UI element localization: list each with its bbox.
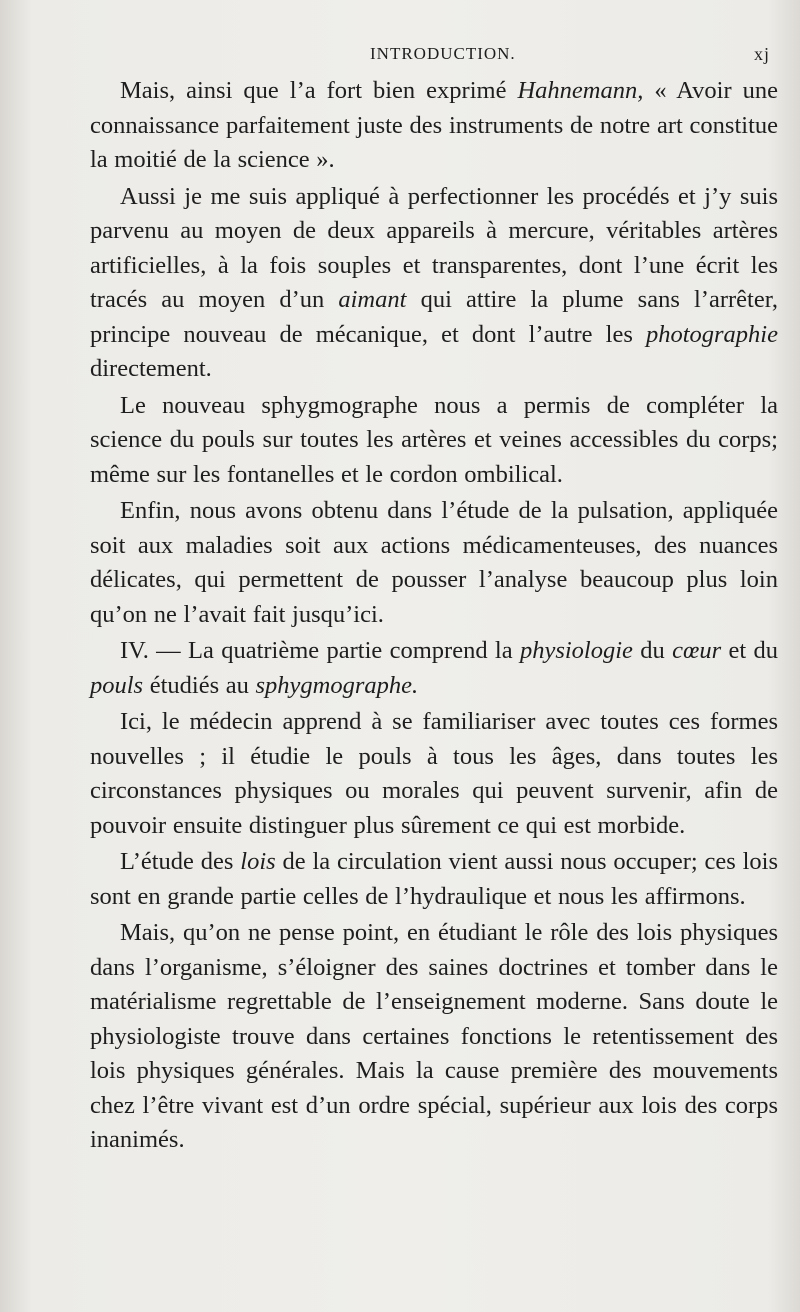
text-run: Le nouveau sphygmographe nous a permis de compléter la science du pouls sur toutes les artères et veines accessibles du corps; même sur les fontanelles et le cordon ombilical. (90, 391, 778, 488)
paragraph (90, 494, 778, 632)
paragraph (90, 180, 778, 387)
italic-text: Hahnemann, (517, 77, 644, 104)
text-run: directement. (90, 355, 212, 382)
paragraph (90, 389, 778, 493)
italic-text: sphygmographe. (255, 671, 419, 699)
paragraph (90, 74, 778, 178)
italic-text: photographie (645, 320, 778, 348)
text-run: étudiés au (143, 671, 256, 699)
page-header (120, 44, 770, 72)
italic-text: aimant (338, 286, 407, 313)
paragraph (90, 916, 778, 1158)
page-number: xj (753, 44, 770, 64)
body-text (90, 74, 778, 1158)
paragraph (90, 845, 778, 914)
text-run: et du (721, 637, 778, 664)
text-run: L’étude des (120, 848, 241, 875)
text-run: Aussi je me suis appliqué à perfectionner les procédés et j’y suis parvenu au moyen de deux appareils à mercure, véritables artères artificielles, à la fois souples et transparentes, dont l’une écrit les tracés au moyen d’un (90, 182, 778, 313)
text-run: IV. — La quatrième partie comprend la (120, 637, 520, 664)
text-run: de la circulation vient aussi nous occuper; ces lois sont en grande partie celles de l’hydraulique et nous les affirmons. (90, 848, 779, 910)
paragraph (90, 634, 778, 703)
italic-text: cœur (672, 637, 722, 664)
text-run: du (632, 637, 673, 664)
running-head: INTRODUCTION. (370, 44, 516, 63)
text-run: Mais, ainsi que l’a fort bien exprimé (120, 77, 518, 104)
italic-text: lois (240, 848, 276, 875)
italic-text: physiologie (519, 637, 633, 664)
text-run: qui attire la plume sans l’arrêter, principe nouveau de mécanique, et dont l’autre les (90, 286, 778, 348)
text-run: Mais, qu’on ne pense point, en étudiant le rôle des lois physiques dans l’organisme, s’éloigner des saines doctrines et tomber dans le matérialisme regrettable de l’enseignement moderne. Sans doute le physiologiste trouve dans certaines fonctions le retentissement des lois physiques générales. Mais la cause première des mouvements chez l’être vivant est d’un ordre spécial, supérieur aux lois des corps inanimés. (90, 919, 778, 1153)
text-run: Enfin, nous avons obtenu dans l’étude de la pulsation, appliquée soit aux maladies soit aux actions médicamenteuses, des nuances délicates, qui permettent de pousser l’analyse beaucoup plus loin qu’on ne l’avait fait jusqu’ici. (90, 497, 778, 628)
text-run: « Avoir une connaissance parfaitement juste des instruments de notre art constitue la moitié de la science ». (90, 77, 778, 173)
text-run: Ici, le médecin apprend à se familiariser avec toutes ces formes nouvelles ; il étudie le pouls à tous les âges, dans toutes les circonstances physiques ou morales qui peuvent survenir, afin de pouvoir ensuite distinguer plus sûrement ce qui est morbide. (90, 708, 778, 839)
paragraph (90, 705, 778, 843)
italic-text: pouls (90, 671, 144, 699)
